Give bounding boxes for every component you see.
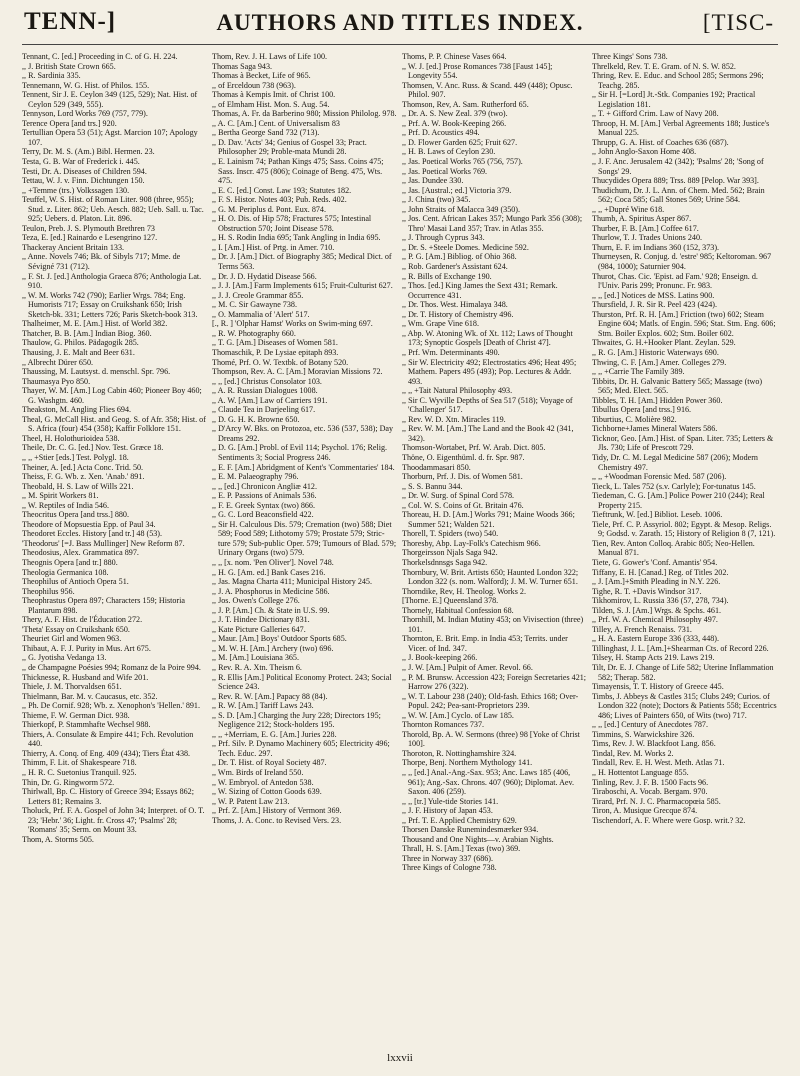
- index-entry: Theile, Dr. C. G. [ed.] Nov. Test. Græce 18.: [22, 443, 164, 453]
- index-entry: Timmins, S. Warwickshire 326.: [592, 729, 695, 739]
- index-entry: ,, R. W. [Am.] Tariff Laws 243.: [212, 701, 314, 711]
- index-entry: Threlkeld, Rev. T. E. Gram. of N. S. W. 852.: [592, 61, 736, 71]
- index-entry: Tibullus Opera [and trss.] 916.: [592, 405, 692, 415]
- index-entry: ,, J. [Am.]+Smith Pleading in N.Y. 226.: [592, 577, 721, 587]
- index-entry: ,, T. + Gifford Crim. Law of Navy 208.: [592, 109, 719, 119]
- index-entry: Thayer, W. M. [Am.] Log Cabin 460; Pioneer Boy 460; G. Washgtn. 460.: [22, 386, 202, 405]
- index-entry: ,, ,, [ed.] Chronicon Angliæ 412.: [212, 481, 317, 491]
- index-entry: ,, A. R. Russian Dialogues 1008.: [212, 386, 318, 396]
- index-entry: Thoroton, R. Nottinghamshire 324.: [402, 748, 517, 758]
- index-entry: ,, ,, [ed.] Century of Anecdotes 787.: [592, 720, 708, 730]
- index-entry: ,, J. J. Creole Grammar 855.: [212, 290, 304, 300]
- index-entry: Thom, A. Storms 505.: [22, 834, 94, 844]
- index-column-4: [592, 52, 777, 1048]
- index-entry: ,, of Erceldoun 738 (963).: [212, 80, 296, 90]
- index-entry: Theal, G. McCall Hist. and Geog. S. of Afr. 358; Hist. of S. Africa (four) 454 (358); Kaffir Folklore 151.: [22, 414, 206, 434]
- index-entry: ,, Prf. D. Acoustics 494.: [402, 128, 480, 138]
- index-entry: Thompson, Rev. A. C. [Am.] Moravian Missions 72.: [212, 367, 383, 377]
- index-entry: Thalheimer, M. E. [Am.] Hist. of World 382.: [22, 319, 168, 329]
- index-entry: ,, M. W. H. [Am.] Archery (two) 696.: [212, 643, 334, 653]
- index-entry: Thucydides Opera 889; Trss. 889 [Pelop. War 393].: [592, 176, 759, 186]
- index-entry: Tiele, Prf. C. P. Assyriol. 802; Egypt. & Mesop. Religs. 9; Godsd. v. Zarath. 15; History of Religion 8 (7, 121).: [592, 519, 776, 539]
- index-entry: ,, ,, +Stier [eds.] Test. Polygl. 18.: [22, 452, 129, 462]
- index-entry: Thorburn, Prf. J. Dis. of Women 581.: [402, 472, 523, 482]
- index-entry: ,, D. Dav. 'Acts' 34; Genius of Gospel 33; Pract. Philosopher 29; Proble-mata Mundi 28.: [212, 137, 367, 157]
- index-entry: ,, Jas. Poetical Works 765 (756, 757).: [402, 157, 523, 167]
- index-entry: Testa, G. B. War of Frederick i. 445.: [22, 157, 140, 167]
- index-entry: Tettau, W. J. v. Finn. Dichtungen 150.: [22, 176, 145, 186]
- index-entry: Tiedeman, C. G. [Am.] Police Power 210 (244); Real Property 215.: [592, 491, 765, 510]
- index-entry: Thoreau, H. D. [Am.] Works 791; Maine Woods 366; Summer 521; Walden 521.: [402, 510, 575, 529]
- index-entry: ,, Jas. [Austral.; ed.] Victoria 379.: [402, 185, 512, 195]
- index-entry: Thursfield, J. R. Sir R. Peel 423 (424).: [592, 300, 717, 310]
- index-entry: ,, +Temme (trs.) Volkssagen 130.: [22, 185, 130, 195]
- index-entry: ,, Jas. Dundee 330.: [402, 176, 464, 186]
- index-entry: Thomé, Prf. O. W. Textbk. of Botany 520.: [212, 357, 349, 367]
- index-entry: ,, Rev. W. D. Xtn. Miracles 119.: [402, 414, 506, 424]
- index-entry: ,, Wm. Birds of Ireland 550.: [212, 768, 304, 778]
- index-entry: Tibbles, T. H. [Am.] Hidden Power 360.: [592, 395, 723, 405]
- index-entry: Three Kings' Sons 738.: [592, 52, 668, 61]
- index-entry: Thausing, J. E. Malt and Beer 631.: [22, 347, 135, 357]
- index-columns: [22, 52, 782, 1048]
- index-entry: Thornton Romances 737.: [402, 720, 485, 730]
- index-entry: ,, G. C. Lord Beaconsfield 422.: [212, 510, 314, 520]
- index-entry: ,, Dr. A. S. New Zeal. 379 (two).: [402, 109, 508, 119]
- index-entry: ,, Jas. Magna Charta 411; Municipal History 245.: [212, 577, 372, 587]
- index-entry: ,, W. Sizing of Cotton Goods 639.: [212, 787, 322, 797]
- index-entry: Three Kings of Cologne 738.: [402, 863, 497, 873]
- index-entry: Thorndike, Rev, H. Theolog. Works 2.: [402, 586, 526, 596]
- index-entry: ,, W. J. [ed.] Prose Romances 738 [Faust 145]; Longevity 554.: [402, 61, 553, 81]
- index-entry: Tichborne+James Mineral Waters 586.: [592, 424, 718, 434]
- index-entry: ,, Claude Tea in Darjeeling 617.: [212, 405, 316, 415]
- index-entry: ,, Prf. Wm. Determinants 490.: [402, 347, 500, 357]
- index-entry: Thomson, Rev, A. Sam. Rutherford 65.: [402, 99, 529, 109]
- index-entry: Terence Opera [and trs.] 920.: [22, 118, 117, 128]
- index-entry: Thoodammasari 850.: [402, 462, 471, 472]
- index-entry: ,, D. Flower Garden 625; Fruit 627.: [402, 137, 518, 147]
- index-entry: Tiete, G. Gower's 'Conf. Amantis' 954.: [592, 557, 718, 567]
- index-entry: ,, G. M. Periplus d. Pont. Eux. 874.: [212, 204, 326, 214]
- index-entry: [Thorne. E.] Queensland 378.: [402, 596, 499, 606]
- index-entry: ,, Rob. Gardener's Assistant 624.: [402, 262, 508, 272]
- index-entry: Thurot, Chas. Cic. 'Epist. ad Fam.' 928; Enseign. d. l'Univ. Paris 299; Pronunc. Fr. 983.: [592, 271, 758, 291]
- index-entry: ,, Sir C. Wyville Depths of Sea 517 (518); Voyage of 'Challenger' 517.: [402, 395, 573, 415]
- index-entry: ,, O. Mammalia of 'Alert' 517.: [212, 309, 310, 319]
- index-entry: Thornbury, W. Brit. Artists 650; Haunted London 322; London 322 (s. nom. Walford); J. M. W. Turner 651.: [402, 567, 579, 587]
- index-entry: ,, R. Bills of Exchange 190.: [402, 271, 492, 281]
- index-entry: Thring, Rev. E. Educ. and School 285; Sermons 296; Teachg. 285.: [592, 71, 764, 90]
- index-entry: Thimm, F. Lit. of Shakespeare 718.: [22, 758, 137, 768]
- index-entry: ,, J. F. History of Japan 453.: [402, 806, 493, 816]
- index-entry: Thackeray Ancient Britain 133.: [22, 242, 125, 252]
- index-entry: ,, Ph. De Cornif. 928; Wb. z. Xenophon's 'Hellen.' 891.: [22, 701, 200, 711]
- index-column-2: [212, 52, 397, 1048]
- index-entry: ,, D'Arcy W. Bks. on Protozoa, etc. 536 (537, 538); Day Dreams 292.: [212, 424, 394, 443]
- index-entry: ,, E. F. [Am.] Abridgment of Kent's 'Commentaries' 184.: [212, 462, 395, 472]
- index-entry: ,, H. R. C. Suetonius Tranquil. 925.: [22, 768, 137, 778]
- index-entry: Thurlow, T. J. Trades Unions 240.: [592, 233, 703, 243]
- index-entry: ,, ,, [tr.] Yule-tide Stories 141.: [402, 796, 499, 806]
- index-entry: ,, ,, +Woodman Forensic Med. 587 (206).: [592, 472, 727, 482]
- index-entry: ,, W. T. Labour 238 (240); Old-fash. Ethics 168; Over-Popul. 242; Pea-sant-Proprietors 239.: [402, 691, 579, 711]
- index-entry: ,, F. E. Greek Syntax (two) 866.: [212, 500, 315, 510]
- index-entry: Thomas à Kempis Imit. of Christ 100.: [212, 90, 336, 100]
- index-entry: ,, E. C. [ed.] Const. Law 193; Statutes 182.: [212, 185, 352, 195]
- index-entry: Thierry, A. Conq. of Eng. 409 (434); Tiers État 438.: [22, 748, 191, 758]
- index-entry: ,, Rev. R. W. [Am.] Papacy 88 (84).: [212, 691, 328, 701]
- index-entry: ,, Sir H. Calculous Dis. 579; Cremation (two) 588; Diet 589; Food 589; Lithotomy 579; Prostate 579; Stric-ture 579; Sub-public Oper. 579; Tumours of Blad. 579; Urinary Organs (two) 579.: [212, 519, 397, 558]
- index-entry: ,, R. G. [Am.] Historic Waterways 690.: [592, 347, 719, 357]
- index-entry: ,, W. M. Works 742 (790); Earlier Wrgs. 784; Eng. Humorists 717; Essay on Cruikshank 650; Irish Sketch-bk. 331; Letters 726; Paris Sketch-book 313.: [22, 290, 198, 319]
- index-entry: Thomas, A. Fr. da Barberino 980; Mission Philolog. 978.: [212, 109, 397, 119]
- index-entry: Tertullian Opera 53 (51); Agst. Marcion 107; Apology 107.: [22, 128, 198, 147]
- index-entry: Tien, Rev. Anton Colloq. Arabic 805; Neo-Hellen. Manual 871.: [592, 538, 755, 558]
- index-entry: ,, J. W. [Am.] Pulpit of Amer. Revol. 66.: [402, 663, 533, 672]
- index-entry: Thorkelsdnnsgs Saga 942.: [402, 557, 488, 567]
- index-entry: ,, Dr. S. +Steele Domes. Medicine 592.: [402, 242, 529, 252]
- index-entry: ,, John Straits of Malacca 349 (350).: [402, 204, 521, 214]
- index-entry: ,, R. Ellis [Am.] Political Economy Protect. 243; Social Science 243.: [212, 672, 392, 692]
- index-entry: ,, Dr. W. Surg. of Spinal Cord 578.: [402, 491, 515, 501]
- index-entry: Tiron, A. Musique Grecque 874.: [592, 806, 698, 816]
- index-entry: Tiburtius, C. Molière 982.: [592, 414, 677, 424]
- index-entry: Theophilus 956.: [22, 586, 75, 596]
- index-entry: Theodoret Eccles. History [and tr.] 48 (53).: [22, 529, 163, 539]
- index-entry: ,, J. P. [Am.] Ch. & State in U.S. 99.: [212, 605, 330, 615]
- index-entry: Theophilus of Antioch Opera 51.: [22, 577, 129, 587]
- index-entry: Tims, Rev. J. W. Blackfoot Lang. 856.: [592, 739, 716, 749]
- index-entry: Teza, E. [ed.] Rainardo e Lesengrino 127.: [22, 233, 158, 243]
- index-entry: ,, R. Sardinia 335.: [22, 71, 81, 81]
- index-entry: Timbs, J. Abbeys & Castles 315; Clubs 249; Curios. of London 322 (note); Doctors & Patients 558; Eccentrics 486; Lives of Painters 650, of Wits (two) 717.: [592, 691, 777, 720]
- index-entry: Tennent, Sir J. E. Ceylon 349 (125, 529); Nat. Hist. of Ceylon 529 (349, 555).: [22, 90, 198, 109]
- index-entry: ,, Jos. Cent. African Lakes 357; Mungo Park 356 (308); Thro' Masai Land 357; Trav. in Atlas 355.: [402, 214, 583, 233]
- index-entry: Tilt, Dr. E. J. Change of Life 582; Uterine Inflammation 582; Therap. 582.: [592, 663, 774, 682]
- index-entry: Tindal, Rev. M. Works 2.: [592, 748, 674, 758]
- index-entry: ,, Anne. Novels 746; Bk. of Sibyls 717; Mme. de Sévigné 731 (712).: [22, 252, 181, 272]
- index-entry: Tidy, Dr. C. M. Legal Medicine 587 (206); Modern Chemistry 497.: [592, 452, 758, 472]
- index-entry: ,, J. T. Hindee Dictionary 831.: [212, 615, 310, 625]
- index-column-3: [402, 52, 587, 1048]
- index-entry: ,, Dr. J. [Am.] Dict. of Biography 385; Medical Dict. of Terms 563.: [212, 252, 392, 272]
- index-entry: Tischendorf, A. F. Where were Gosp. writ.? 32.: [592, 815, 746, 825]
- index-entry: Thwaites, G. H.+Hooker Plant. Zeylan. 529.: [592, 338, 736, 348]
- index-entry: Thirlwall, Bp. C. History of Greece 394; Essays 862; Letters 81; Remains 3.: [22, 787, 194, 806]
- index-entry: ,, W. Embryol. of Antedon 538.: [212, 777, 314, 787]
- index-entry: Thornton, E. Brit. Emp. in India 453; Territs. under Vicer. of Ind. 347.: [402, 634, 568, 653]
- index-entry: ,, M. Spirit Workers 81.: [22, 491, 99, 501]
- index-entry: Thicknesse, R. Husband and Wife 201.: [22, 672, 149, 682]
- index-entry: Thieme, F. W. German Dict. 938.: [22, 710, 130, 720]
- index-entry: ,, Prf. W. A. Chemical Philosophy 497.: [592, 615, 718, 625]
- index-entry: Thoms, P. P. Chinese Vases 664.: [402, 52, 507, 61]
- index-entry: ,, T. G. [Am.] Diseases of Women 581.: [212, 338, 338, 348]
- index-entry: Thurn, E. F. im Indians 360 (152, 373).: [592, 242, 720, 252]
- index-entry: Thaumasya Pyo 850.: [22, 376, 91, 386]
- index-entry: Thornhill, M. Indian Mutiny 453; on Vivisection (three) 101.: [402, 615, 584, 634]
- index-entry: ,, Rev. R. A. Xtn. Theism 6.: [212, 663, 302, 672]
- index-entry: Thumb, A. Spiritus Asper 867.: [592, 214, 692, 224]
- running-header: [0, 4, 800, 48]
- index-entry: Thomas Saga 943.: [212, 61, 273, 71]
- index-entry: Thudichum, Dr. J. L. Ann. of Chem. Med. 562; Brain 562; Coca 585; Gall Stones 569; Urine 584.: [592, 185, 765, 205]
- index-entry: ,, J. Through Cyprus 343.: [402, 233, 485, 243]
- index-entry: ,, ,, [ed.] Notices de MSS. Latins 900.: [592, 290, 715, 300]
- index-entry: Tillinghast, J. L. [Am.]+Shearman Cts. of Record 226.: [592, 643, 769, 653]
- index-entry: Tibbits, Dr. H. Galvanic Battery 565; Massage (two) 565; Med. Elect. 565.: [592, 376, 763, 396]
- index-entry: ,, ,, +Carrie The Family 389.: [592, 367, 685, 377]
- index-entry: Thierkopf, P. Stammhafte Wechsel 988.: [22, 720, 151, 730]
- index-entry: Teulon, Preb. J. S. Plymouth Brethren 73: [22, 223, 155, 233]
- index-entry: ,, Prf. Silv. P. Dynamo Machinery 605; Electricity 496; Tech. Educ. 297.: [212, 739, 390, 758]
- index-entry: Three in Norway 337 (686).: [402, 853, 494, 863]
- index-entry: ,, ,, +Dupré Wine 618.: [592, 204, 665, 214]
- index-entry: Thomsen, V. Anc. Russ. & Scand. 449 (448); Opusc. Philol. 907.: [402, 80, 573, 100]
- index-entry: Thorell, T. Spiders (two) 540.: [402, 529, 499, 539]
- index-entry: ,, Rev. W. M. [Am.] The Land and the Book 42 (341, 342).: [402, 424, 574, 443]
- index-entry: Thiele, J. M. Thorvaldsen 651.: [22, 682, 122, 692]
- index-entry: Thöne, O. Eigenthüml. d. fr. Spr. 987.: [402, 452, 525, 462]
- index-entry: ,, M. C. Sir Gawayne 738.: [212, 300, 297, 310]
- index-entry: Tennyson, Lord Works 769 (757, 779).: [22, 109, 148, 119]
- index-entry: ,, Dr. J. D. Hydatid Disease 566.: [212, 271, 317, 281]
- index-entry: ,, D. G. [Am.] Probl. of Evil 114; Psychol. 176; Relig. Sentiments 3; Social Progress 246.: [212, 443, 388, 462]
- index-entry: Teuffel, W. S. Hist. of Roman Liter. 908 (three, 955); Stud. z. Liter. 862; Ueb. Aesch. 882; Ueb. Sall. u. Tac. 925; Uebers. d. Platon. Lit. 896.: [22, 195, 204, 224]
- index-column-1: [22, 52, 207, 1048]
- index-entry: ,, W. W. [Am.] Cyclo. of Law 185.: [402, 710, 514, 720]
- index-entry: Theognis Opera [and tr.] 880.: [22, 557, 118, 567]
- index-entry: ,, Prf. A. W. Book-Keeping 266.: [402, 118, 507, 128]
- index-entry: Tilden, S. J. [Am.] Wrgs. & Spchs. 461.: [592, 605, 722, 615]
- index-entry: Thatcher, B. B. [Am.] Indian Biog. 360.: [22, 328, 152, 338]
- index-entry: Theodore of Mopsuestia Epp. of Paul 34.: [22, 519, 156, 529]
- index-entry: ,, Thos. [ed.] King James the Sext 431; Remark. Occurrence 431.: [402, 281, 558, 300]
- index-entry: ,, ,, +Tait Natural Philosophy 493.: [402, 386, 513, 396]
- index-entry: ,, G. Jyotisha Vedanga 13.: [22, 653, 107, 663]
- index-entry: ,, H. S. Rodin India 695; Tank Angling in India 695.: [212, 233, 381, 243]
- index-entry: ,, H. G. [Am. ed.] Bank Cases 216.: [212, 567, 326, 577]
- index-entry: ,, John Anglo-Saxon Home 408.: [592, 147, 697, 157]
- index-entry: Tholuck, Prf. F. A. Gospel of John 34; Interpret. of O. T. 23; 'Hebr.' 36; Light. fr. Cross 47; 'Psalms' 28; 'Romans' 35; Serm. on Mount 33.: [22, 806, 205, 835]
- index-entry: Tieftrunk, W. [ed.] Bibliot. Leseb. 1006.: [592, 510, 723, 520]
- index-entry: Tighe, R. T. +Davis Windsor 317.: [592, 586, 702, 596]
- index-entry: ,, A. W. [Am.] Law of Carriers 191.: [212, 395, 328, 405]
- index-entry: ,, Wm. Grape Vine 618.: [402, 319, 479, 329]
- index-entry: ,, Dr. Thos. West. Himalaya 348.: [402, 300, 508, 310]
- index-entry: Thousand and One Nights—v. Arabian Nights.: [402, 834, 554, 844]
- index-entry: Thorgeirsson Njals Saga 942.: [402, 548, 498, 558]
- index-entry: ,, Maur. [Am.] Boys' Outdoor Sports 685.: [212, 634, 347, 644]
- index-entry: Thrupp, G. A. Hist. of Coaches 636 (687).: [592, 137, 729, 147]
- header-title: AUTHORS AND TITLES INDEX.: [216, 10, 584, 35]
- index-entry: Thoms, J. A. Conc. to Revised Vers. 23.: [212, 815, 342, 825]
- index-entry: Thaulow, G. Philos. Pädagogik 285.: [22, 338, 139, 348]
- index-entry: ,, ,, [x. nom. 'Pen Oliver']. Novel 748.: [212, 557, 334, 567]
- index-entry: ,, F. St. J. [ed.] Anthologia Graeca 876; Anthologia Lat. 910.: [22, 271, 202, 291]
- index-entry: ,, H. A. Eastern Europe 336 (333, 448).: [592, 634, 720, 644]
- index-entry: Thurston, Prf. R. H. [Am.] Friction (two) 602; Steam Engine 604; Matls. of Engin. 596; Stat. Stm. Eng. 606; Stm. Boiler Explos. 602; Stm. Boiler 602.: [592, 309, 776, 338]
- index-entry: ,, Sir W. Electricity 492; Electrostatics 496; Heat 495; Mathem. Papers 495 (493); Pop. Lectures & Addr. 493.: [402, 357, 577, 386]
- index-entry: Tiffany, E. H. [Canad.] Reg. of Titles 202.: [592, 567, 729, 577]
- index-entry: Thwing, C. F. [Am.] Amer. Colleges 279.: [592, 357, 727, 367]
- index-entry: ,, Dr. T. Hist. of Royal Society 487.: [212, 758, 327, 768]
- index-entry: Theobald, H. S. Law of Wills 221.: [22, 481, 134, 491]
- index-entry: ,, J. China (two) 345.: [402, 195, 471, 205]
- header-left-range: TENN-]: [24, 8, 117, 35]
- index-entry: Thin, Dr. G. Ringworm 572.: [22, 777, 115, 787]
- index-entry: ,, A. C. [Am.] Cent. of Universalism 83: [212, 118, 340, 128]
- index-entry: Thrall, H. S. [Am.] Texas (two) 369.: [402, 844, 521, 854]
- index-entry: ,, E. P. Passions of Animals 536.: [212, 491, 317, 501]
- index-entry: Thaussing, M. Lautsyst. d. menschl. Spr. 796.: [22, 367, 171, 377]
- index-entry: ,, R. W. Photography 660.: [212, 328, 296, 338]
- index-entry: Terry, Dr. M. S. (Am.) Bibl. Hermen. 23.: [22, 147, 155, 157]
- index-entry: [., R. ] 'Olphar Hamst' Works on Swim-ming 697.: [212, 319, 373, 329]
- index-entry: Thornely, Habitual Confession 68.: [402, 605, 514, 615]
- header-rule: [22, 44, 778, 45]
- index-entry: ,, of Elmham Hist. Mon. S. Aug. 54.: [212, 99, 330, 109]
- index-entry: Thoresby, Abp. Lay-Folk's Catechism 966.: [402, 538, 541, 548]
- index-entry: Thibaut, A. F. J. Purity in Mus. Art 675.: [22, 643, 151, 653]
- index-entry: ,, E. Lainism 74; Pathan Kings 475; Sass. Coins 475; Sass. Inscr. 475 (806); Coinage of Beng. 475, Wts. 475.: [212, 157, 384, 186]
- index-entry: Tennant, C. [ed.] Proceeding in C. of G. H. 224.: [22, 52, 178, 61]
- index-entry: ,, F. S. Histor. Notes 403; Pub. Reds. 402.: [212, 195, 347, 205]
- index-entry: ,, P. M. Brunsw. Accession 423; Foreign Secretaries 421; Harrow 276 (322).: [402, 672, 587, 692]
- index-entry: Theiss, F. G. Wb. z. Xen. 'Anab.' 891.: [22, 472, 145, 482]
- index-entry: 'Theodorus' [=J. Bass Mullinger] New Reform 87.: [22, 538, 185, 548]
- index-entry: ,, H. O. Dis. of Hip 578; Fractures 575; Intestinal Obstruction 570; Joint Disease 578.: [212, 214, 372, 233]
- index-entry: ,, Sir H. [=Lord] Jt.-Stk. Companies 192; Practical Legislation 181.: [592, 90, 756, 109]
- index-entry: Thorold, Bp. A. W. Sermons (three) 98 [Yoke of Christ 100].: [402, 729, 580, 749]
- index-entry: Timayensis, T. T. History of Greece 445.: [592, 682, 724, 692]
- index-entry: ,, J. A. Phosphorus in Medicine 586.: [212, 586, 330, 596]
- index-entry: ,, ,, [ed.] Anal.-Ang.-Sax. 953; Anc. Laws 185 (406, 961); Ang.-Sax. Chrons. 407 (960); Diplomat. Aev. Saxon. 406 (259).: [402, 768, 575, 797]
- index-entry: ,, Dr. T. History of Chemistry 496.: [402, 309, 514, 319]
- index-entry: Thomas à Becket, Life of 965.: [212, 71, 311, 81]
- index-entry: Theiner, A. [ed.] Acta Conc. Trid. 50.: [22, 462, 144, 472]
- index-entry: Theodosius, Alex. Grammatica 897.: [22, 548, 139, 558]
- index-entry: Tilsey, H. Stamp Acts 219. Laws 219.: [592, 653, 715, 663]
- index-entry: Theel, H. Holothurioidea 538.: [22, 433, 120, 443]
- index-entry: ,, H. Hottentot Language 855.: [592, 768, 689, 778]
- index-entry: ,, Albrecht Dürer 650.: [22, 357, 94, 367]
- index-entry: ,, E. M. Palaeography 796.: [212, 472, 299, 482]
- index-entry: ,, M. [Am.] Louisiana 365.: [212, 653, 299, 663]
- index-entry: Theocritus Opera [and trss.] 880.: [22, 510, 129, 520]
- index-entry: ,, Col. W. S. Coins of Gt. Britain 476.: [402, 500, 524, 510]
- header-right-range: [TISC-: [702, 10, 774, 35]
- index-entry: Theuriet Girl and Women 963.: [22, 634, 122, 644]
- index-entry: ,, I. [Am.] Hist. of Prtg. in Amer. 710.: [212, 242, 335, 252]
- index-entry: ,, Jas. Poetical Works 769.: [402, 166, 488, 176]
- index-entry: ,, W. P. Patent Law 213.: [212, 796, 290, 806]
- index-entry: Throop, H. M. [Am.] Verbal Agreements 188; Justice's Manual 225.: [592, 118, 770, 138]
- index-entry: ,, J. British State Crown 665.: [22, 61, 116, 71]
- index-entry: Thorsen Danske Runemindesmærker 934.: [402, 825, 539, 835]
- index-entry: Tinling, Rev. J. F. B. 1500 Facts 96.: [592, 777, 709, 787]
- index-entry: Tieck, L. Tales 752 (s.v. Carlyle); For-tunatus 145.: [592, 481, 756, 491]
- index-entry: Thom, Rev. J. H. Laws of Life 100.: [212, 52, 328, 61]
- index-entry: Tikhomirov, L. Russia 336 (57, 278, 734).: [592, 596, 729, 606]
- index-entry: ,, J. Book-keeping 266.: [402, 653, 478, 663]
- index-entry: ,, Bertha George Sand 732 (713).: [212, 128, 320, 138]
- index-entry: Tennemann, W. G. Hist. of Philos. 155.: [22, 80, 150, 90]
- index-entry: ,, ,, [ed.] Christus Consolator 103.: [212, 376, 322, 386]
- index-entry: ,, P. G. [Am.] Bibliog. of Ohio 368.: [402, 252, 517, 262]
- index-entry: ,, Prf. Z. [Am.] History of Vermont 369.: [212, 806, 342, 816]
- index-entry: Thery, A. F. Hist. de l'Éducation 272.: [22, 615, 143, 625]
- page-number: lxxvii: [387, 1052, 413, 1064]
- index-entry: Tindall, Rev. E. H. West. Meth. Atlas 71.: [592, 758, 725, 768]
- index-entry: Theakston, M. Angling Flies 694.: [22, 405, 132, 415]
- index-entry: ,, W. Reptiles of India 546.: [22, 500, 109, 510]
- index-entry: ,, D. G. H. K. Browne 650.: [212, 414, 300, 424]
- index-entry: ,, J. J. [Am.] Farm Implements 615; Fruit-Culturist 627.: [212, 281, 393, 291]
- index-entry: ,, S. D. [Am.] Charging the Jury 228; Directors 195; Negligence 212; Stock-holders 195.: [212, 710, 381, 730]
- index-entry: Thomaschik, P. De Lysiae epitaph 893.: [212, 347, 339, 357]
- index-entry: Tiraboschi, A. Vocab. Bergam. 970.: [592, 787, 708, 797]
- index-entry: Theophrastus Opera 897; Characters 159; Historia Plantarum 898.: [22, 596, 185, 615]
- index-entry: ,, Jos. Owen's College 276.: [212, 596, 300, 606]
- index-entry: Ticknor, Geo. [Am.] Hist. of Span. Liter. 735; Letters & Jls. 730; Life of Prescott 729.: [592, 433, 774, 453]
- index-entry: ,, Prf. T. E. Applied Chemistry 629.: [402, 815, 517, 825]
- index-entry: Thurber, F. B. [Am.] Coffee 617.: [592, 223, 699, 233]
- index-entry: ,, de Champagne Poésies 994; Romanz de la Poire 994.: [22, 663, 201, 672]
- index-entry: Theologia Germanica 108.: [22, 567, 109, 577]
- index-entry: ,, Kate Picture Galleries 647.: [212, 624, 306, 634]
- index-entry: Tilley, A. French Renaiss. 731.: [592, 624, 692, 634]
- index-entry: ,, S. S. Bannu 344.: [402, 481, 463, 491]
- index-entry: Testi, Dr. A. Diseases of Children 594.: [22, 166, 147, 176]
- index-entry: Thielmann, Bar. M. v. Caucasus, etc. 352.: [22, 691, 158, 701]
- index-entry: Thorpe, Benj. Northern Mythology 141.: [402, 758, 533, 768]
- index-entry: ,, J. F. Anc. Jerusalem 42 (342); 'Psalms' 28; 'Song of Songs' 29.: [592, 157, 764, 176]
- index-entry: Thurneysen, R. Conjug. d. 'estre' 985; Keltoroman. 967 (984, 1000); Saturnier 904.: [592, 252, 772, 272]
- index-entry: Tirard, Prf. N. J. C. Pharmacopœia 585.: [592, 796, 721, 806]
- index-entry: Thiers, A. Consulate & Empire 441; Fch. Revolution 440.: [22, 729, 194, 749]
- index-entry: ,, H. B. Laws of Ceylon 230.: [402, 147, 496, 157]
- index-entry: ,, Abp. W. Atoning Wk. of Xt. 112; Laws of Thought 173; Synoptic Gospels [Death of Christ 47].: [402, 328, 573, 348]
- index-entry: 'Theta' Essay on Cruikshank 650.: [22, 624, 130, 634]
- index-entry: ,, ,, +Merriam, E. G. [Am.] Juries 228.: [212, 729, 337, 739]
- index-entry: Thomson-Wortabet, Prf. W. Arab. Dict. 805.: [402, 443, 546, 453]
